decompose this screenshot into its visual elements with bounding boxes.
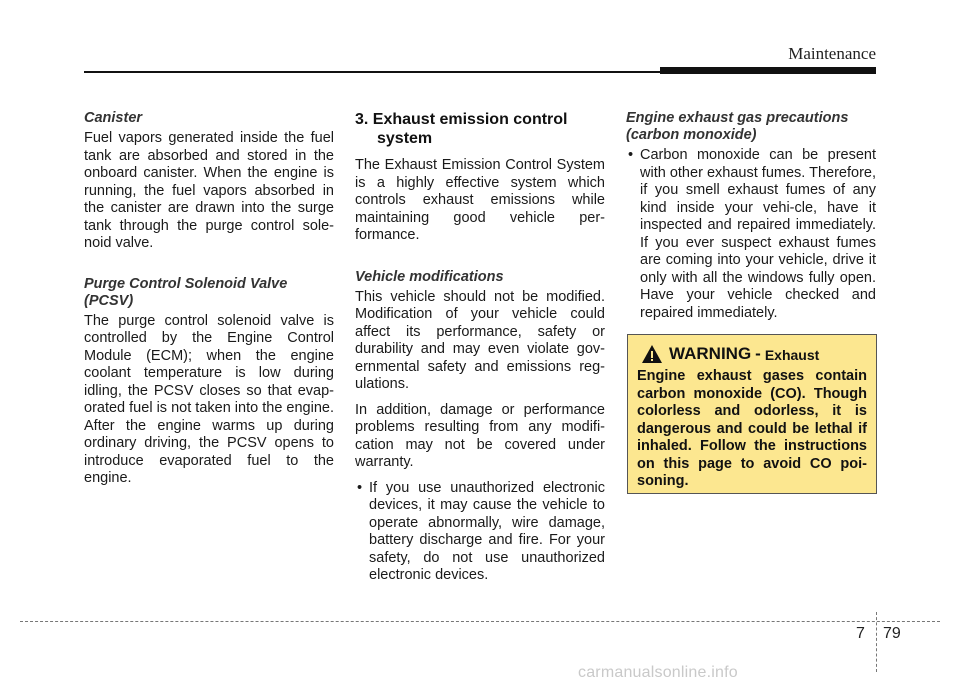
footer-rule bbox=[20, 621, 940, 622]
page-header-title: Maintenance bbox=[788, 44, 876, 63]
column-right bbox=[626, 110, 876, 322]
pcsv-heading: Purge Control Solenoid Valve (PCSV) bbox=[84, 275, 288, 309]
vehicle-modifications-heading: Vehicle modifications bbox=[355, 268, 504, 285]
canister-paragraph: Fuel vapors generated inside the fuel tank are absorbed and stored in the onboard canister. When the engine is running, the fuel vapors absorbed in the canister are drawn into the surge tank through the purge control sole-noid valve. bbox=[84, 130, 334, 251]
warning-box bbox=[627, 334, 877, 494]
modifications-paragraph-2: In addition, damage or performance problems resulting from any modifi-cation may not be covered under warranty. bbox=[355, 401, 605, 470]
chapter-number: 7 bbox=[856, 625, 865, 642]
bullet-icon: • bbox=[357, 479, 363, 496]
warning-header bbox=[641, 344, 867, 364]
page-number: 79 bbox=[883, 625, 901, 642]
warning-dash: - bbox=[755, 344, 761, 363]
co-heading: Engine exhaust gas precautions (carbon monoxide) bbox=[626, 110, 849, 143]
warning-label: WARNING bbox=[669, 344, 752, 363]
bullet-text: Carbon monoxide can be present with other exhaust fumes. Therefore, if you smell exhaust fumes of any kind inside your vehi-cle, have it inspected and repaired immediately. If you ever suspect exhaust fumes are coming into your vehicle, drive it only with all the windows fully open. Have your vehicle checked and repaired immediately. bbox=[640, 147, 876, 321]
pcsv-paragraph: The purge control solenoid valve is controlled by the Engine Control Module (ECM); when the engine coolant temperature is low during idling, the PCSV closes so that evap-orated fuel is not taken into the engine. After the engine warms up during ordinary driving, the PCSV opens to introduce evaporated fuel to the engine. bbox=[84, 312, 334, 486]
modifications-paragraph-1: This vehicle should not be modified. Modification of your vehicle could affect its performance, safety or durability and may even violate gov-ernmental safety and emissions reg-ulations. bbox=[355, 288, 605, 392]
warning-triangle-icon bbox=[641, 344, 663, 364]
section-paragraph: The Exhaust Emission Control System is a highly effective system which controls exhaust emissions while maintaining good vehicle per-formance. bbox=[355, 157, 605, 243]
list-item bbox=[626, 147, 876, 322]
co-bullets bbox=[626, 147, 876, 322]
watermark-text: carmanualsonline.info bbox=[578, 664, 738, 681]
warning-text: Engine exhaust gases contain carbon monoxide (CO). Though colorless and odorless, it is dangerous and could be lethal if inhaled. Follow the instructions on this page to avoid CO poi-soning. bbox=[637, 368, 867, 489]
bullet-text: If you use unauthorized electronic devices, it may cause the vehicle to operate abnormally, wire damage, battery discharge and fire. For your safety, do not use unauthorized electronic devices. bbox=[369, 479, 605, 583]
footer-divider bbox=[876, 612, 877, 672]
column-middle bbox=[355, 110, 605, 585]
modifications-bullets bbox=[355, 480, 605, 585]
canister-heading: Canister bbox=[84, 110, 143, 126]
list-item bbox=[355, 480, 605, 585]
section-heading: 3. Exhaust emission control system bbox=[355, 111, 568, 147]
bullet-icon: • bbox=[628, 147, 634, 163]
column-left bbox=[84, 110, 334, 511]
warning-topic: Exhaust bbox=[764, 347, 820, 363]
header-rule bbox=[84, 71, 660, 73]
header-rule-accent bbox=[660, 67, 876, 74]
